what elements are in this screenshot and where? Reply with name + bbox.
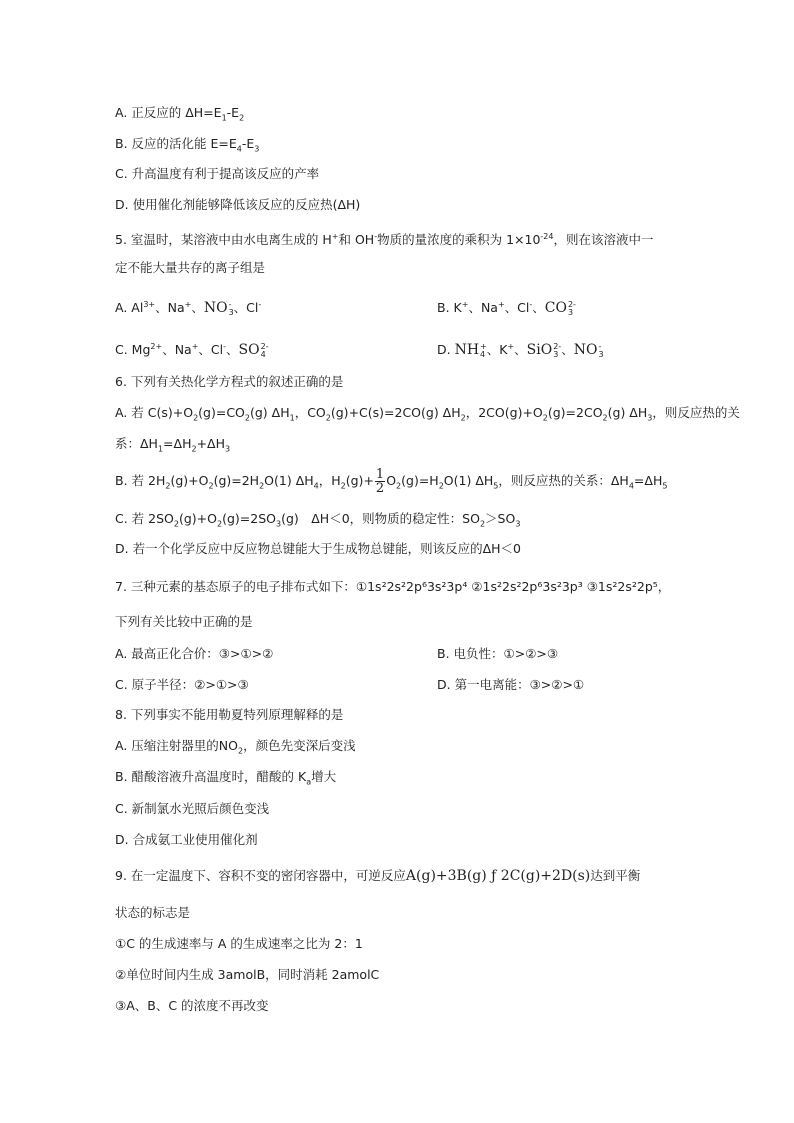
q6-option-a-line2: 系：$\Delta H_1=\Delta H_2+\Delta H_3$ <box>115 436 231 454</box>
q5-stem-line1: 5. 室温时，某溶液中由水电离生成的 H+和 OH-物质的量浓度的乘积为 $1\times 10^{-24}$，则在该溶液中一 <box>115 232 654 248</box>
q5-stem-line2: 定不能大量共存的离子组是 <box>115 260 266 275</box>
q8-option-c: C. 新制氯水光照后颜色变浅 <box>115 801 270 816</box>
q7-stem-line1: 7. 三种元素的基态原子的电子排布式如下：①1s²2s²2p⁶3s²3p⁴ ②1s²2s²2p⁶3s²3p³ ③1s²2s²2p⁵， <box>115 579 671 594</box>
q5-option-b: B. K+、Na+、Cl-、CO 2- 3 <box>437 299 576 317</box>
q4-option-b: B. 反应的活化能 $E=E_4-E_3$ <box>115 136 260 154</box>
q5-option-a: A. $Al^{3+}$、Na+、NO - 3 、Cl- <box>115 299 262 317</box>
q6-option-b: B. 若 $2H_2(g)+O_2(g)=2H_2O(1)$ $\Delta H_4$，$H_2(g)+$ $\frac{1}{2}$ $O_2(g)=H_2O(1)$ $\Delta H_5$，则反应热的关系：$\Delta H_4=\Delta H_5$ <box>115 467 668 496</box>
q7-stem-line2: 下列有关比较中正确的是 <box>115 614 253 629</box>
q9-item-1: ①C 的生成速率与 A 的生成速率之比为 2：1 <box>115 936 363 951</box>
q9-stem-line2: 状态的标志是 <box>115 905 191 920</box>
q4-option-c: C. 升高温度有利于提高该反应的产率 <box>115 166 320 181</box>
q7-option-d: D. 第一电离能：③>②>① <box>437 677 585 692</box>
q6-stem: 6. 下列有关热化学方程式的叙述正确的是 <box>115 374 344 389</box>
q8-option-d: D. 合成氨工业使用催化剂 <box>115 832 258 847</box>
q6-option-c: C. 若 $2SO_2(g)+O_2(g)=2SO_3(g)$ ΔH＜0，则物质的稳定性：$SO_2>SO_3$ <box>115 511 521 529</box>
q7-option-b: B. 电负性：①>②>③ <box>437 646 559 661</box>
q6-option-d: D. 若一个化学反应中反应物总键能大于生成物总键能，则该反应的ΔH＜0 <box>115 541 521 556</box>
q4-option-a: A. 正反应的 $\Delta H=E_1-E_2$ <box>115 105 245 123</box>
q8-stem: 8. 下列事实不能用勒夏特列原理解释的是 <box>115 707 344 722</box>
q4-option-d: D. 使用催化剂能够降低该反应的反应热(ΔH) <box>115 197 361 212</box>
q8-option-b: B. 醋酸溶液升高温度时，醋酸的 $K_a$增大 <box>115 769 337 787</box>
q8-option-a: A. 压缩注射器里的$NO_2$，颜色先变深后变浅 <box>115 738 356 756</box>
q9-item-3: ③A、B、C 的浓度不再改变 <box>115 998 269 1013</box>
q9-item-2: ②单位时间内生成 3amolB，同时消耗 2amolC <box>115 967 380 982</box>
q5-option-d: D. NH + 4 、K+、SiO 2- 3 、NO - 3 <box>437 341 604 359</box>
one-half-fraction: $\frac{1}{2}$ <box>375 467 385 496</box>
q7-option-a: A. 最高正化合价：③>①>② <box>115 646 274 661</box>
q9-stem-line1: 9. 在一定温度下、容积不变的密闭容器中，可逆反应A(g)+3B(g) ƒ 2C(g)+2D(s)达到平衡 <box>115 868 641 884</box>
q5-option-c: C. $Mg^{2+}$、Na+、Cl-、SO 2- 4 <box>115 341 269 359</box>
q7-option-c: C. 原子半径：②>①>③ <box>115 677 249 692</box>
q6-option-a-line1: A. 若 $C(s)+O_2(g)=CO_2(g)$ $\Delta H_1$，$CO_2(g)+C(s)=2CO(g)$ $\Delta H_2$，$2CO(g)+O_2(g)=2CO_2(g)$ $\Delta H_3$，则反应热的关 <box>115 405 740 423</box>
